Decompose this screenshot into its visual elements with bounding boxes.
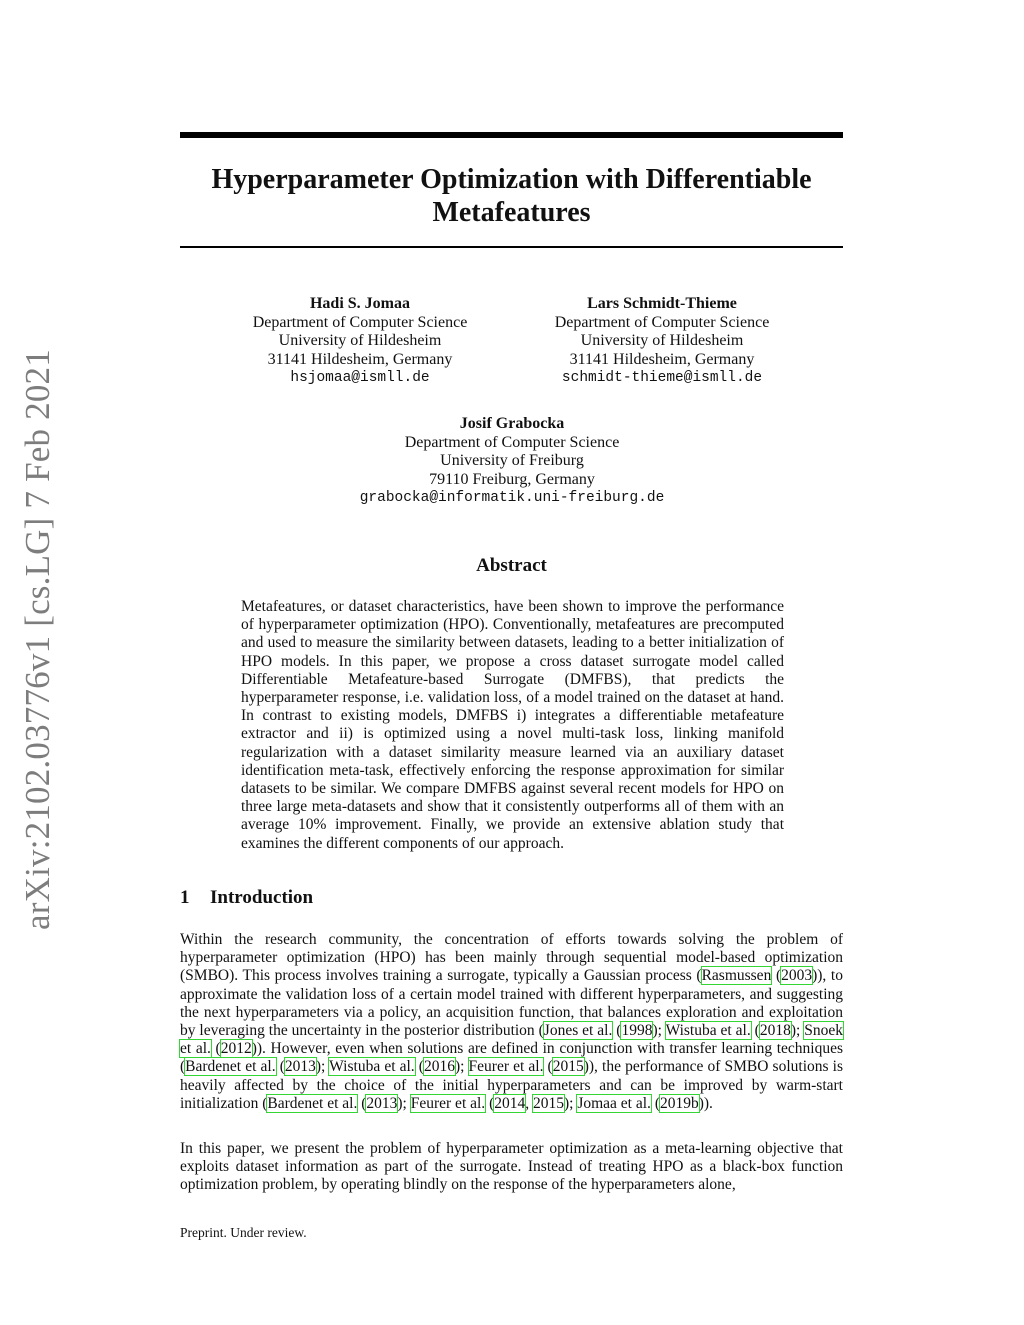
section-title: Introduction (210, 887, 314, 908)
paragraph-text: ( (650, 1094, 660, 1112)
paragraph-text: ( (414, 1058, 424, 1076)
section-heading (180, 887, 313, 909)
paragraph-text: ( (771, 967, 782, 985)
author-block-1 (220, 295, 500, 388)
paragraph-text: ( (612, 1022, 622, 1040)
paragraph-text: , (525, 1094, 533, 1112)
citation-link[interactable]: 1998 (621, 1022, 653, 1040)
page-footer: Preprint. Under review. (180, 1225, 307, 1240)
citation-link[interactable]: Rasmussen (701, 967, 772, 985)
citation-link[interactable]: Bardenet et al. (267, 1094, 358, 1112)
citation-link[interactable]: Feurer et al. (468, 1058, 544, 1076)
title-line-2: Metafeatures (432, 197, 591, 228)
citation-link[interactable]: Wistuba et al. (665, 1022, 751, 1040)
author-email[interactable]: schmidt-thieme@ismll.de (561, 370, 763, 386)
author-dept: Department of Computer Science (252, 313, 468, 331)
paragraph-text: ); (652, 1022, 666, 1040)
author-email[interactable]: hsjomaa@ismll.de (290, 370, 430, 386)
paragraph-text: Within the research community, the concentration of efforts towards solving the problem of hyperparameter optimization (HPO) has been mainly through sequential model-based optimization (SMBO). This process involves training a surrogate, typically a Gaussian process ( (180, 931, 843, 985)
author-city: 31141 Hildesheim, Germany (267, 350, 453, 368)
paragraph-text: ( (485, 1094, 495, 1112)
citation-link[interactable]: 2016 (423, 1058, 455, 1076)
paragraph-text: ( (750, 1022, 760, 1040)
citation-link[interactable]: 2019b (659, 1094, 699, 1112)
citation-link[interactable]: 2013 (366, 1094, 398, 1112)
section-number: 1 (180, 887, 190, 908)
paragraph-text: ( (275, 1058, 285, 1076)
paragraph-text: ( (357, 1094, 367, 1112)
citation-link[interactable]: 2015 (552, 1058, 584, 1076)
author-block-3 (312, 415, 712, 508)
paragraph-text: )), to approximate the validation loss of a certain model trained with different hyperparameters, and suggesting the next hyperparameters via a policy, an acquisition function, that balances exploration and exploitation by leveraging the uncertainty in the posterior distribution ( (180, 967, 843, 1040)
author-block-2 (522, 295, 802, 388)
abstract-heading: Abstract (476, 555, 547, 576)
author-city: 79110 Freiburg, Germany (429, 470, 595, 488)
paragraph-text: ( (543, 1058, 553, 1076)
author-email[interactable]: grabocka@informatik.uni-freiburg.de (359, 490, 665, 506)
paragraph-text: ); (790, 1022, 805, 1040)
intro-paragraph-2: In this paper, we present the problem of hyperparameter optimization as a meta-learning objective that exploits dataset information as part of the surrogate. Instead of treating HPO as a black-box function optimization problem, by operating blindly on the response of the hyperparameters alone, (180, 1140, 843, 1194)
citation-link[interactable]: 2012 (220, 1040, 252, 1058)
paragraph-text: )). (698, 1094, 713, 1112)
paragraph-text: )). However, even when solutions are defined in conjunction with transfer learning techniques ( (180, 1040, 844, 1076)
paragraph-text: ); (397, 1094, 411, 1112)
title-rule-bottom (180, 246, 843, 248)
citation-link[interactable]: 2014 (494, 1094, 526, 1112)
author-name: Hadi S. Jomaa (309, 295, 410, 312)
citation-link[interactable]: 2013 (284, 1058, 316, 1076)
citation-link[interactable]: Bardenet et al. (185, 1058, 276, 1076)
title-rule-top (180, 132, 843, 138)
author-name: Josif Grabocka (459, 415, 565, 432)
citation-link[interactable]: Snoek et al. (180, 1022, 843, 1058)
citation-link[interactable]: Jomaa et al. (577, 1094, 651, 1112)
citation-link[interactable]: Jones et al. (543, 1022, 613, 1040)
author-university: University of Freiburg (440, 452, 584, 469)
author-university: University of Hildesheim (278, 332, 442, 349)
author-dept: Department of Computer Science (554, 313, 770, 331)
paragraph-text: ); (315, 1058, 330, 1076)
citation-link[interactable]: 2018 (759, 1022, 791, 1040)
citation-link[interactable]: Feurer et al. (410, 1094, 486, 1112)
author-name: Lars Schmidt-Thieme (587, 295, 737, 312)
arxiv-stamp: arXiv:2102.03776v1 [cs.LG] 7 Feb 2021 (18, 349, 57, 930)
author-dept: Department of Computer Science (404, 433, 620, 451)
paragraph-text: )), the performance of SMBO solutions is heavily affected by the choice of the initial hyperparameters and can be improved by warm-start initialization ( (180, 1058, 843, 1112)
paragraph-text: ( (210, 1040, 221, 1058)
intro-paragraph-1 (180, 931, 843, 1113)
author-university: University of Hildesheim (580, 332, 744, 349)
paragraph-text: ); (563, 1094, 578, 1112)
paper-title (180, 163, 843, 229)
title-line-1: Hyperparameter Optimization with Differentiable (211, 164, 812, 195)
citation-link[interactable]: Wistuba et al. (329, 1058, 415, 1076)
abstract-body: Metafeatures, or dataset characteristics, have been shown to improve the performance of hyperparameter optimization (HPO). Conventionally, metafeatures are precomputed and used to measure the similarity between datasets, leading to a better initialization of HPO models. In this paper, we propose a cross dataset surrogate model called Differentiable Metafeature-based Surrogate (DMFBS), that predicts the hyperparameter response, i.e. validation loss, of a model trained on the dataset at hand. In contrast to existing models, DMFBS i) integrates a differentiable metafeature extractor and ii) is optimized using a novel multi-task loss, linking manifold regularization with a dataset similarity measure learned via an auxiliary dataset identification meta-task, effectively enforcing the response approximation for similar datasets to be similar. We compare DMFBS against several recent models for HPO on three large meta-datasets and show that it consistently outperforms all of them with an average 10% improvement. Finally, we provide an extensive ablation study that examines the different components of our approach. (241, 598, 784, 852)
citation-link[interactable]: 2003 (781, 967, 813, 985)
citation-link[interactable]: 2015 (532, 1094, 564, 1112)
author-city: 31141 Hildesheim, Germany (569, 350, 755, 368)
paragraph-text: ); (454, 1058, 469, 1076)
